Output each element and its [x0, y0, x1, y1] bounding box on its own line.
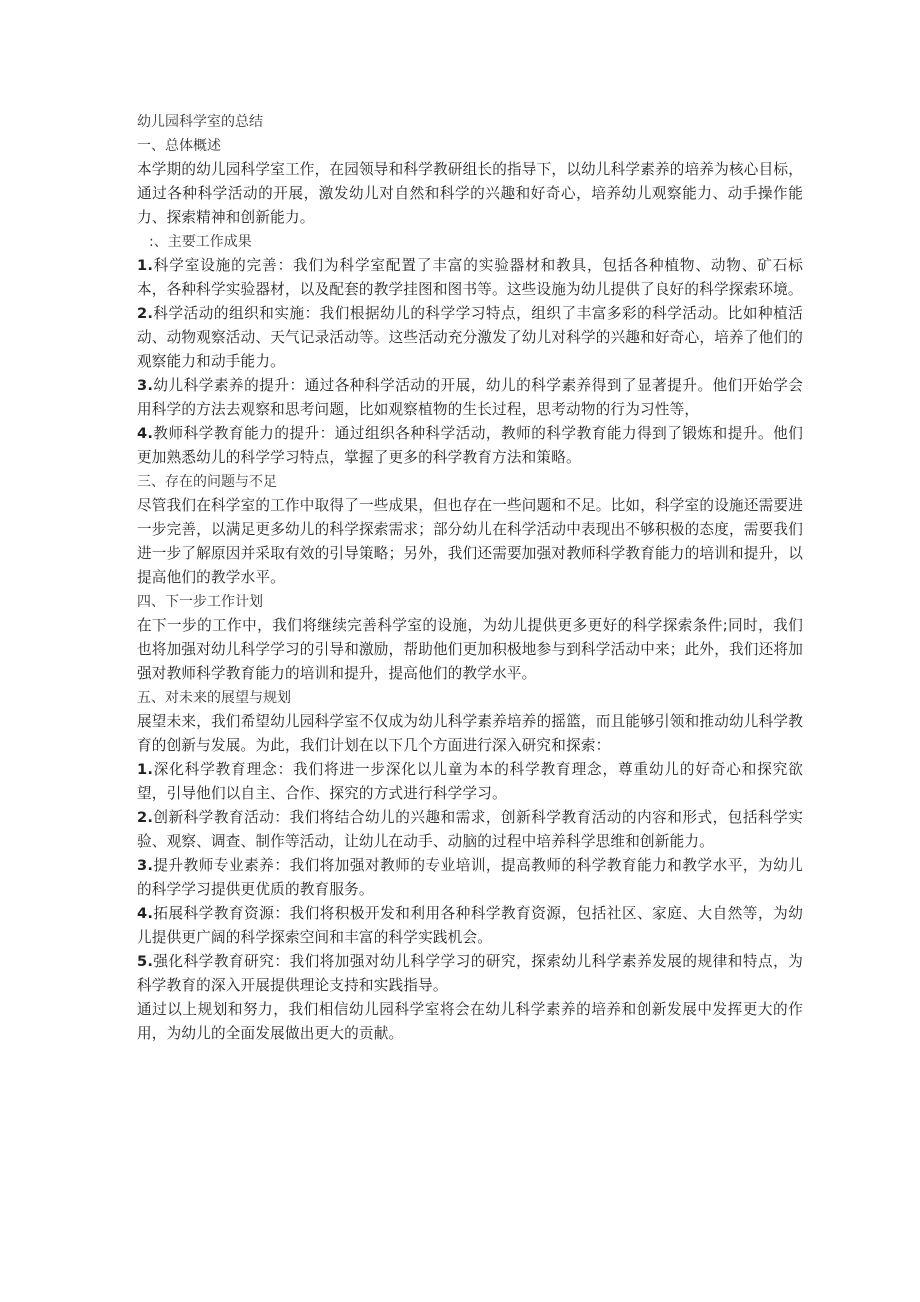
- item-number: 2.: [137, 809, 154, 826]
- numbered-paragraph: [137, 806, 803, 854]
- paragraph-text: 教师科学教育能力的提升：通过组织各种科学活动，教师的科学教育能力得到了锻炼和提升。他们更加熟悉幼儿的科学学习特点，掌握了更多的科学教育方法和策略。: [137, 425, 803, 466]
- paragraph: [137, 158, 803, 230]
- paragraph-text: 在下一步的工作中，我们将继续完善科学室的设施，为幼儿提供更多更好的科学探索条件;同时，我们也将加强对幼儿科学学习的引导和激励，帮助他们更加积极地参与到科学活动中来；此外，我们还将加强对教师科学教育能力的培训和提升，提高他们的教学水平。: [137, 617, 803, 682]
- paragraph-text: 拓展科学教育资源：我们将积极开发和利用各种科学教育资源，包括社区、家庭、大自然等，为幼儿提供更广阔的科学探索空间和丰富的科学实践机会。: [137, 905, 803, 946]
- section-heading: :、主要工作成果: [149, 234, 252, 250]
- paragraph-text: 科学活动的组织和实施：我们根据幼儿的科学学习特点，组织了丰富多彩的科学活动。比如种植活动、动物观察活动、天气记录活动等。这些活动充分激发了幼儿对科学的兴趣和好奇心，培养了他们的观察能力和动手能力。: [137, 305, 803, 370]
- paragraph-text: 本学期的幼儿园科学室工作，在园领导和科学教研组长的指导下，以幼儿科学素养的培养为核心目标，通过各种科学活动的开展，激发幼儿对自然和科学的兴趣和好奇心，培养幼儿观察能力、动手操作能力、探索精神和创新能力。: [137, 161, 803, 226]
- paragraph-text: 展望未来，我们希望幼儿园科学室不仅成为幼儿科学素养培养的摇篮，而且能够引领和推动幼儿科学教育的创新与发展。为此，我们计划在以下几个方面进行深入研究和探索：: [137, 713, 803, 754]
- numbered-paragraph: [137, 758, 803, 806]
- document-title: 幼儿园科学室的总结: [137, 114, 263, 130]
- item-number: 3.: [137, 377, 154, 394]
- item-number: 2.: [137, 305, 154, 322]
- section-heading: 三、存在的问题与不足: [137, 474, 277, 490]
- item-number: 3.: [137, 857, 154, 874]
- section-heading: 四、下一步工作计划: [137, 594, 263, 610]
- paragraph-text: 创新科学教育活动：我们将结合幼儿的兴趣和需求，创新科学教育活动的内容和形式，包括科学实验、观察、调查、制作等活动，让幼儿在动手、动脑的过程中培养科学思维和创新能力。: [137, 809, 803, 850]
- numbered-paragraph: [137, 422, 803, 470]
- item-number: 4.: [137, 905, 154, 922]
- item-number: 1.: [137, 761, 154, 778]
- paragraph-text: 强化科学教育研究：我们将加强对幼儿科学学习的研究，探索幼儿科学素养发展的规律和特点，为科学教育的深入开展提供理论支持和实践指导。: [137, 953, 803, 994]
- paragraph: [137, 710, 803, 758]
- numbered-paragraph: [137, 854, 803, 902]
- paragraph-text: 尽管我们在科学室的工作中取得了一些成果，但也存在一些问题和不足。比如，科学室的设施还需要进一步完善，以满足更多幼儿的科学探索需求；部分幼儿在科学活动中表现出不够积极的态度，需要我们进一步了解原因并采取有效的引导策略；另外，我们还需要加强对教师科学教育能力的培训和提升，以提高他们的教学水平。: [137, 497, 803, 586]
- paragraph-text: 通过以上规划和努力，我们相信幼儿园科学室将会在幼儿科学素养的培养和创新发展中发挥更大的作用，为幼儿的全面发展做出更大的贡献。: [137, 1001, 803, 1042]
- paragraph: [137, 614, 803, 686]
- numbered-paragraph: [137, 374, 803, 422]
- paragraph-text: 科学室设施的完善：我们为科学室配置了丰富的实验器材和教具，包括各种植物、动物、矿石标本，各种科学实验器材，以及配套的教学挂图和图书等。这些设施为幼儿提供了良好的科学探索环境。: [137, 257, 803, 298]
- paragraph-text: 提升教师专业素养：我们将加强对教师的专业培训，提高教师的科学教育能力和教学水平，为幼儿的科学学习提供更优质的教育服务。: [137, 857, 803, 898]
- section-heading: 五、对未来的展望与规划: [137, 690, 291, 706]
- item-number: 5.: [137, 953, 154, 970]
- numbered-paragraph: [137, 254, 803, 302]
- numbered-paragraph: [137, 902, 803, 950]
- numbered-paragraph: [137, 950, 803, 998]
- numbered-paragraph: [137, 302, 803, 374]
- paragraph: [137, 494, 803, 590]
- item-number: 1.: [137, 257, 154, 274]
- paragraph: [137, 998, 803, 1046]
- item-number: 4.: [137, 425, 154, 442]
- document-page: [137, 110, 803, 1046]
- section-heading: 一、总体概述: [137, 138, 221, 154]
- paragraph-text: 深化科学教育理念：我们将进一步深化以儿童为本的科学教育理念，尊重幼儿的好奇心和探究欲望，引导他们以自主、合作、探究的方式进行科学学习。: [137, 761, 803, 802]
- paragraph-text: 幼儿科学素养的提升：通过各种科学活动的开展，幼儿的科学素养得到了显著提升。他们开始学会用科学的方法去观察和思考问题，比如观察植物的生长过程，思考动物的行为习性等，: [137, 377, 803, 418]
